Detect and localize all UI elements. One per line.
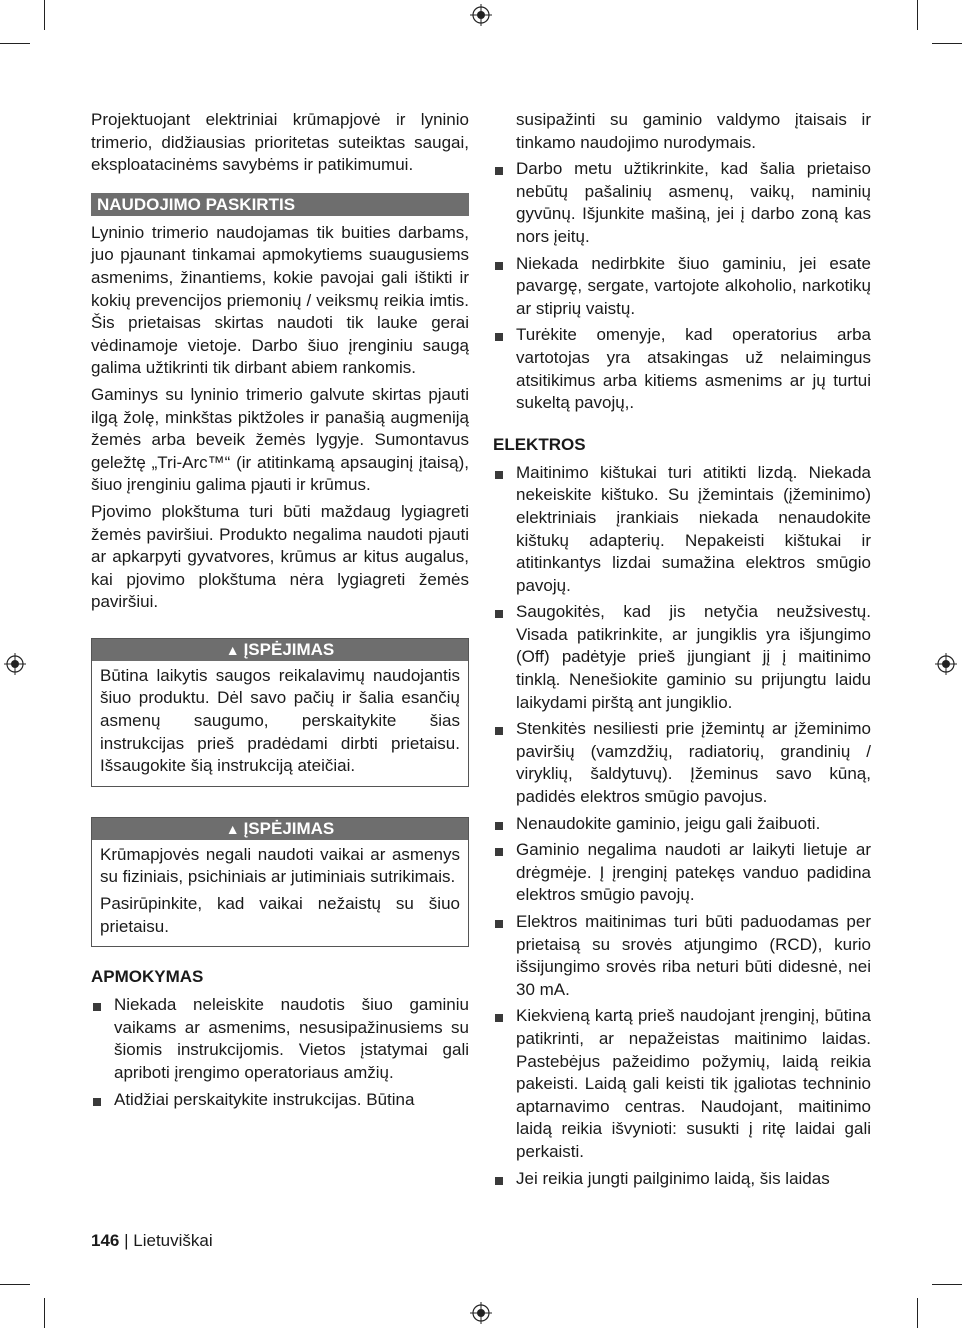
electrical-section-title: ELEKTROS [493,434,586,454]
warning-body [92,840,468,946]
usage-section-title: NAUDOJIMO PASKIRTIS [91,193,469,216]
bullet-square-icon [495,262,503,270]
intro-paragraph: Projektuojant elektriniai krūmapjovė ir lyninio trimerio, didžiausias prioritetas suteiktas saugai, eksploatacinėms savybėms ir patikimumui. [91,110,469,175]
left-column [91,109,469,1115]
bullet-square-icon [495,1177,503,1185]
warning-box [91,638,469,787]
bullet-square-icon [495,610,503,618]
bullet-square-icon [495,822,503,830]
warning-title-text: ĮSPĖJIMAS [243,639,335,659]
usage-paragraph: Lyninio trimerio naudojamas tik buities darbams, juo pjaunant tinkamai apmokytiems suaugusiems asmenims, žinantiems, kokie pavojai gali ištikti ir kokių prevencijos priemonių / veiksmų reikia imtis. Šis prietaisas skirtas naudoti tik lauke gerai vėdinamoje vietoje. Darbo šiuo įrenginiu saugą galima užtikrinti tik dirbant abiem rankomis. [91,222,469,378]
warning-title [92,818,468,840]
list-item [91,994,469,1084]
crop-mark [0,43,30,44]
training-list [91,994,469,1111]
warning-paragraph: Būtina laikytis saugos reikalavimų naudojantis šiuo produktu. Dėl savo pačių ir šalia esančių asmenų saugumo, perskaitykite šias instrukcijas prieš pradėdami dirbti prietaisu. Išsaugokite šią instrukciją ateičiai. [100,665,460,776]
warning-box [91,817,469,947]
warning-paragraph: Krūmapjovės negali naudoti vaikai ar asmenys su fiziniais, psichiniais ar jutiminiais sutrikimais. [100,844,460,887]
warning-triangle-icon: ▲ [225,820,240,837]
crop-mark [44,0,45,30]
crop-mark [932,43,962,44]
list-item-text: Gaminio negalima naudoti ar laikyti lietuje ar drėgmėje. Į įrenginį patekęs vanduo padidina elektros smūgio pavojų. [516,840,871,905]
list-item [493,158,871,248]
crop-mark [0,1284,30,1285]
training-section-title: APMOKYMAS [91,967,204,987]
list-item [493,462,871,598]
warning-title-text: ĮSPĖJIMAS [243,818,335,838]
crop-mark [932,1284,962,1285]
list-item [493,839,871,907]
crop-mark [917,1298,918,1328]
list-item [493,813,871,836]
crop-mark [44,1298,45,1328]
list-item [493,1168,871,1191]
bullet-square-icon [495,920,503,928]
list-item [493,1005,871,1163]
list-item-text: Maitinimo kištukai turi atitikti lizdą. Niekada nekeiskite kištuko. Su įžemintais (įžeminimo) elektriniais įrankiais niekada nenaudokite kištukų adapterių. Nepakeisti kištukai ir atitinkantys lizdai sumažina elektros smūgio pavojų. [516,462,871,595]
registration-mark-icon [4,653,26,675]
list-item-text: Atidžiai perskaitykite instrukcijas. Būtina [114,1089,415,1109]
warning-body [92,661,468,786]
list-item [493,253,871,321]
bullet-square-icon [495,1014,503,1022]
bullet-square-icon [495,333,503,341]
continuation-paragraph: susipažinti su gaminio valdymo įtaisais ir tinkamo naudojimo nurodymais. [516,110,871,152]
training-list-continued [493,158,871,415]
list-item [493,718,871,808]
list-item-text: Darbo metu užtikrinkite, kad šalia prietaiso nebūtų pašalinių asmenų, vaikų, naminių gyvūnų. Išjunkite mašiną, jei į darbo zoną kas nors įeitų. [516,159,871,246]
bullet-square-icon [93,1098,101,1106]
bullet-square-icon [93,1003,101,1011]
list-item-text: Nenaudokite gaminio, jeigu gali žaibuoti. [516,813,821,833]
bullet-square-icon [495,727,503,735]
footer-separator: | [124,1231,129,1250]
usage-paragraph: Pjovimo plokštuma turi būti maždaug lygiagreti žemės paviršiui. Produkto negalima naudoti pjauti ar apkarpyti gyvatvores, krūmus ar kitus augalus, kai pjovimo plokštuma nėra lygiagreti žemės paviršiui. [91,501,469,612]
registration-mark-icon [935,653,957,675]
list-item-text: Elektros maitinimas turi būti paduodamas per prietaisą su srovės atjungimo (RCD), kurio išsijungimo srovės riba neturi būti didesnė, nei 30 mA. [516,912,871,999]
page-number: 146 [91,1231,120,1250]
registration-mark-icon [470,1302,492,1324]
list-item [91,1089,469,1112]
list-item [493,601,871,714]
list-item-text: Niekada nedirbkite šiuo gaminiu, jei esate pavargę, sergate, vartojote alkoholio, narkotikų ar stiprių vaistų. [516,253,871,318]
usage-paragraph: Gaminys su lyninio trimerio galvute skirtas pjauti ilgą žolę, minkštas piktžoles ir panašią augmeniją žemės arba beveik žemės lygyje. Sumontavus geležtę „Tri-Arc™“ (ir atitinkamą apsauginį įtaisą), šiuo įrenginiu galima pjauti ir krūmus. [91,384,469,495]
list-item-text: Niekada neleiskite naudotis šiuo gaminiu vaikams ar asmenims, nesusipažinusiems su šiomis instrukcijomis. Vietos įstatymai gali apriboti įrengimo operatoriaus amžių. [114,995,469,1082]
list-item-text: Jei reikia jungti pailginimo laidą, šis laidas [516,1168,830,1188]
list-item [493,324,871,414]
crop-mark [917,0,918,30]
warning-paragraph: Pasirūpinkite, kad vaikai nežaistų su šiuo prietaisu. [100,894,460,936]
bullet-square-icon [495,167,503,175]
right-column [493,109,871,1194]
list-item-text: Stenkitės nesiliesti prie įžemintų ar įžeminimo paviršių (vamzdžių, radiatorių, grandinių / viryklių, šaldytuvų). Įžeminus savo kūną, padidės elektros smūgio pavojus. [516,719,871,807]
list-item-text: Turėkite omenyje, kad operatorius arba vartotojas yra atsakingas už nelaimingus atsitikimus arba kitiems asmenims ar jų turtui sukeltą pavojų,. [516,325,871,413]
list-item [493,911,871,1001]
bullet-square-icon [495,471,503,479]
page-footer [91,1230,213,1252]
list-item-text: Kiekvieną kartą prieš naudojant įrenginį, būtina patikrinti, ar nepažeistas maitinimo laidas. Pastebėjus pažeidimo požymių, laidą reikia pakeisti. Laidą gali keisti tik įgaliotas techninio aptarnavimo centras. Naudojant, maitinimo laidą reikia išvynioti: susukti į ritę laidai gali perkaisti. [516,1006,871,1161]
registration-mark-icon [470,4,492,26]
electrical-list [493,462,871,1190]
list-item-text: Saugokitės, kad jis netyčia neužsivestų. Visada patikrinkite, ar jungiklis yra išjungimo (Off) padėtyje prieš įjungiant jį į maitinimo tinklą. Nenešiokite gaminio su prijungtu laidu laikydami pirštą ant jungiklio. [516,602,871,712]
bullet-square-icon [495,848,503,856]
warning-triangle-icon: ▲ [225,641,240,658]
warning-title [92,639,468,661]
footer-language: Lietuviškai [133,1231,213,1250]
